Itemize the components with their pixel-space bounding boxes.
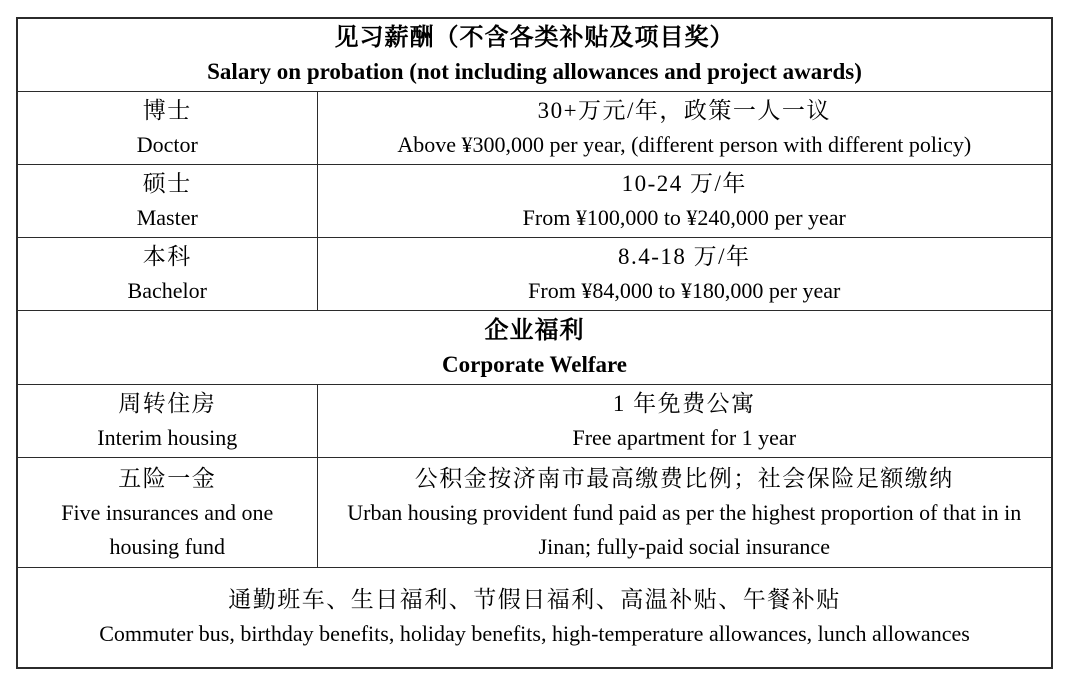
insurance-benefit-en: Urban housing provident fund paid as per the highest proportion of that in in Jinan; fully-paid social insurance [347, 499, 1022, 559]
welfare-section-title-cn: 企业福利 [484, 317, 585, 344]
salary-section-title-cn: 见习薪酬（不含各类补贴及项目奖） [334, 25, 735, 51]
salary-section-title-en: Salary on probation (not including allowances and project awards) [207, 59, 862, 84]
master-label-cn: 硕士 [142, 171, 192, 196]
salary-section-header-cell [17, 18, 1052, 92]
bachelor-label-cn: 本科 [142, 244, 192, 269]
table-row-master [17, 165, 1052, 238]
table-row-housing [17, 385, 1052, 458]
salary-welfare-table [16, 17, 1053, 669]
master-label-cell [17, 165, 317, 238]
master-salary-cn: 10-24 万/年 [621, 171, 747, 196]
welfare-section-title-en: Corporate Welfare [442, 351, 628, 377]
extra-benefits-cell [17, 568, 1052, 668]
doctor-salary-cn: 30+万元/年，政策一人一议 [537, 98, 831, 123]
extra-benefits-en: Commuter bus, birthday benefits, holiday benefits, high-temperature allowances, lunch allowances [99, 621, 970, 647]
extra-benefits-cn: 通勤班车、生日福利、节假日福利、高温补贴、午餐补贴 [228, 587, 841, 613]
insurance-label-en: Five insurances and one housing fund [61, 499, 274, 559]
housing-label-cell [17, 385, 317, 458]
housing-benefit-cn: 1 年免费公寓 [612, 391, 756, 416]
bachelor-value-cell [317, 238, 1052, 311]
insurance-label-cn: 五险一金 [118, 465, 217, 491]
table-row-bachelor [17, 238, 1052, 311]
housing-value-cell [317, 385, 1052, 458]
master-salary-en: From ¥100,000 to ¥240,000 per year [522, 205, 846, 230]
bachelor-salary-cn: 8.4-18 万/年 [617, 244, 751, 269]
table-row-insurance [17, 458, 1052, 568]
doctor-value-cell [317, 92, 1052, 165]
bachelor-label-cell [17, 238, 317, 311]
insurance-benefit-cn: 公积金按济南市最高缴费比例；社会保险足额缴纳 [414, 465, 954, 491]
bachelor-label-en: Bachelor [127, 278, 207, 303]
housing-benefit-en: Free apartment for 1 year [572, 425, 797, 450]
insurance-value-cell [317, 458, 1052, 568]
doctor-label-cell [17, 92, 317, 165]
master-label-en: Master [136, 205, 198, 230]
doctor-label-en: Doctor [136, 132, 198, 157]
insurance-label-cell [17, 458, 317, 568]
bachelor-salary-en: From ¥84,000 to ¥180,000 per year [528, 278, 841, 303]
master-value-cell [317, 165, 1052, 238]
doctor-label-cn: 博士 [142, 98, 192, 123]
table-row-extra-benefits [17, 568, 1052, 668]
housing-label-en: Interim housing [97, 425, 238, 450]
welfare-section-header-cell [17, 311, 1052, 385]
table-row-doctor [17, 92, 1052, 165]
housing-label-cn: 周转住房 [118, 391, 217, 416]
doctor-salary-en: Above ¥300,000 per year, (different person with different policy) [397, 132, 972, 157]
